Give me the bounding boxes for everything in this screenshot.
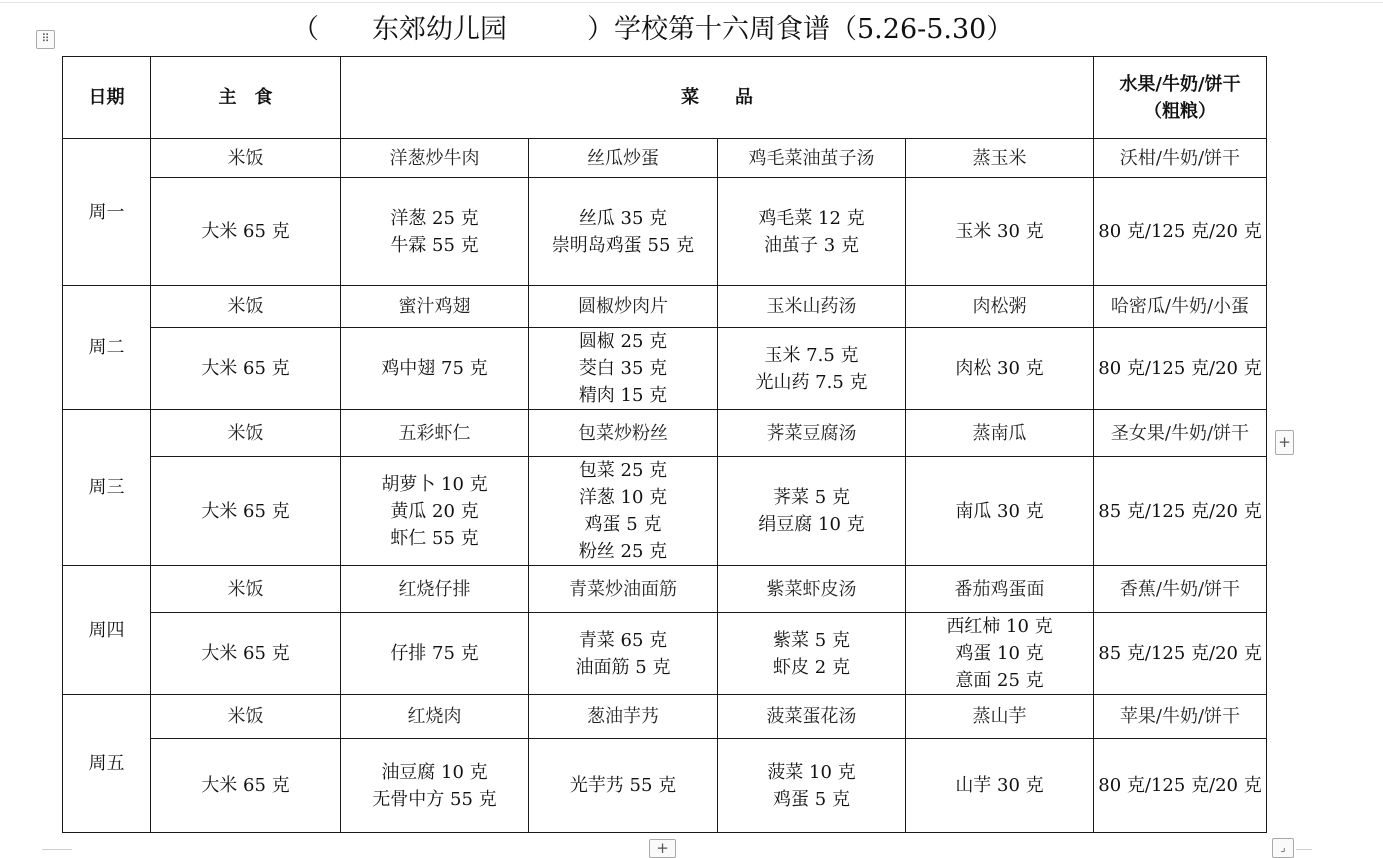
fruit-amounts bbox=[1094, 457, 1267, 566]
ingredient-line: 鸡中翅 75 克 bbox=[381, 358, 488, 379]
dish-name: 玉米山药汤 bbox=[718, 286, 906, 328]
staple-name: 米饭 bbox=[151, 410, 341, 457]
ingredient-line: 肉松 30 克 bbox=[955, 358, 1044, 379]
dish-name: 红烧仔排 bbox=[341, 566, 529, 613]
dish-ingredients bbox=[529, 739, 718, 833]
ingredient-line: 光芋艿 55 克 bbox=[569, 775, 677, 796]
ingredient-line: 鸡蛋 5 克 bbox=[584, 514, 662, 535]
day-detail-row bbox=[63, 178, 1267, 286]
day-label: 周三 bbox=[63, 410, 151, 566]
dish-ingredients bbox=[341, 328, 529, 410]
ingredient-line: 荠菜 5 克 bbox=[773, 487, 850, 508]
staple-name: 米饭 bbox=[151, 695, 341, 739]
day-label: 周二 bbox=[63, 286, 151, 410]
dish-ingredients bbox=[341, 613, 529, 695]
staple-name: 米饭 bbox=[151, 566, 341, 613]
dish-ingredients bbox=[529, 178, 718, 286]
fruit-amounts bbox=[1094, 328, 1267, 410]
fruit-milk-snack: 沃柑/牛奶/饼干 bbox=[1094, 139, 1267, 178]
ingredient-line: 绢豆腐 10 克 bbox=[758, 514, 865, 535]
weekly-menu-table bbox=[62, 56, 1267, 833]
dish-ingredients bbox=[906, 178, 1094, 286]
fruit-milk-snack: 哈密瓜/牛奶/小蛋 bbox=[1094, 286, 1267, 328]
dish-ingredients bbox=[906, 457, 1094, 566]
ingredient-line: 西红柿 10 克 bbox=[946, 616, 1053, 637]
header-staple: 主 食 bbox=[151, 57, 341, 139]
dish-name: 番茄鸡蛋面 bbox=[906, 566, 1094, 613]
fruit-amount-text: 85 克/125 克/20 克 bbox=[1098, 643, 1262, 664]
add-column-plus-icon[interactable]: + bbox=[1275, 430, 1294, 455]
title-school-name: 东郊幼儿园 bbox=[372, 14, 507, 45]
ingredient-line: 菠菜 10 克 bbox=[767, 761, 856, 783]
ingredient-line: 洋葱 25 克 bbox=[390, 207, 479, 229]
dish-name: 圆椒炒肉片 bbox=[529, 286, 718, 328]
ingredient-line: 牛霖 55 克 bbox=[390, 234, 479, 256]
ingredient-line: 茭白 35 克 bbox=[578, 358, 668, 379]
dish-ingredients bbox=[529, 328, 718, 410]
dish-ingredients bbox=[529, 613, 718, 695]
dish-name: 蒸山芋 bbox=[906, 695, 1094, 739]
header-fruit-line2: （粗粮） bbox=[1144, 100, 1216, 122]
fruit-amount-text: 85 克/125 克/20 克 bbox=[1098, 500, 1262, 522]
dish-name: 包菜炒粉丝 bbox=[529, 410, 718, 457]
margin-mark-right bbox=[1296, 849, 1312, 850]
dish-name: 肉松粥 bbox=[906, 286, 1094, 328]
staple-name: 米饭 bbox=[151, 286, 341, 328]
ingredient-line: 紫菜 5 克 bbox=[773, 629, 850, 651]
ingredient-line: 玉米 7.5 克 bbox=[764, 344, 859, 366]
ingredient-line: 黄瓜 20 克 bbox=[390, 500, 479, 522]
ingredient-line: 鸡毛菜 12 克 bbox=[758, 207, 865, 229]
add-row-plus-icon[interactable]: + bbox=[649, 839, 676, 858]
dish-ingredients bbox=[906, 613, 1094, 695]
header-fruit bbox=[1094, 57, 1267, 139]
dish-ingredients bbox=[718, 457, 906, 566]
ingredient-line: 丝瓜 35 克 bbox=[578, 207, 668, 229]
ingredient-line: 油面筋 5 克 bbox=[575, 656, 671, 678]
day-name-row bbox=[63, 286, 1267, 328]
dish-ingredients bbox=[718, 739, 906, 833]
table-resize-handle-icon[interactable]: ⌟ bbox=[1272, 838, 1294, 858]
ingredient-line: 仔排 75 克 bbox=[390, 643, 479, 664]
title-open-paren: （ bbox=[292, 14, 319, 45]
ingredient-line: 胡萝卜 10 克 bbox=[381, 473, 488, 495]
ingredient-line: 油茧子 3 克 bbox=[764, 234, 859, 256]
dish-name: 洋葱炒牛肉 bbox=[341, 139, 529, 178]
staple-amount: 大米 65 克 bbox=[151, 457, 341, 566]
header-date: 日期 bbox=[63, 57, 151, 139]
ingredient-line: 意面 25 克 bbox=[955, 670, 1044, 691]
title-week-text: ）学校第十六周食谱（5.26-5.30） bbox=[587, 14, 1014, 45]
fruit-amounts bbox=[1094, 613, 1267, 695]
day-label: 周四 bbox=[63, 566, 151, 695]
ingredient-line: 鸡蛋 10 克 bbox=[955, 643, 1044, 664]
ingredient-line: 玉米 30 克 bbox=[955, 221, 1044, 242]
fruit-amount-text: 80 克/125 克/20 克 bbox=[1098, 358, 1262, 379]
dish-name: 葱油芋艿 bbox=[529, 695, 718, 739]
ingredient-line: 鸡蛋 5 克 bbox=[773, 788, 850, 810]
header-dishes: 菜 品 bbox=[341, 57, 1094, 139]
fruit-amount-text: 80 克/125 克/20 克 bbox=[1098, 221, 1262, 242]
staple-amount: 大米 65 克 bbox=[151, 178, 341, 286]
page-title bbox=[0, 8, 1383, 52]
fruit-milk-snack: 圣女果/牛奶/饼干 bbox=[1094, 410, 1267, 457]
ingredient-line: 油豆腐 10 克 bbox=[381, 761, 488, 783]
day-name-row bbox=[63, 139, 1267, 178]
dish-name: 青菜炒油面筋 bbox=[529, 566, 718, 613]
dish-name: 荠菜豆腐汤 bbox=[718, 410, 906, 457]
fruit-milk-snack: 香蕉/牛奶/饼干 bbox=[1094, 566, 1267, 613]
table-move-handle-icon[interactable]: ⠿ bbox=[36, 30, 55, 49]
margin-mark-left bbox=[42, 849, 72, 850]
page-top-rule bbox=[0, 2, 1383, 3]
dish-name: 蒸玉米 bbox=[906, 139, 1094, 178]
dish-name: 蜜汁鸡翅 bbox=[341, 286, 529, 328]
day-label: 周一 bbox=[63, 139, 151, 286]
day-name-row bbox=[63, 695, 1267, 739]
fruit-amounts bbox=[1094, 739, 1267, 833]
day-detail-row bbox=[63, 457, 1267, 566]
staple-amount: 大米 65 克 bbox=[151, 328, 341, 410]
header-row bbox=[63, 57, 1267, 139]
ingredient-line: 虾仁 55 克 bbox=[390, 527, 479, 549]
dish-ingredients bbox=[906, 739, 1094, 833]
ingredient-line: 粉丝 25 克 bbox=[578, 541, 668, 562]
ingredient-line: 虾皮 2 克 bbox=[773, 656, 850, 678]
dish-ingredients bbox=[341, 178, 529, 286]
ingredient-line: 光山药 7.5 克 bbox=[755, 371, 868, 393]
fruit-milk-snack: 苹果/牛奶/饼干 bbox=[1094, 695, 1267, 739]
dish-name: 菠菜蛋花汤 bbox=[718, 695, 906, 739]
dish-name: 五彩虾仁 bbox=[341, 410, 529, 457]
dish-ingredients bbox=[718, 613, 906, 695]
header-fruit-line1: 水果/牛奶/饼干 bbox=[1119, 73, 1241, 95]
staple-amount: 大米 65 克 bbox=[151, 739, 341, 833]
day-label: 周五 bbox=[63, 695, 151, 833]
ingredient-line: 精肉 15 克 bbox=[578, 385, 668, 406]
day-name-row bbox=[63, 410, 1267, 457]
dish-ingredients bbox=[906, 328, 1094, 410]
ingredient-line: 洋葱 10 克 bbox=[578, 487, 668, 508]
day-name-row bbox=[63, 566, 1267, 613]
ingredient-line: 山芋 30 克 bbox=[955, 775, 1044, 796]
dish-name: 丝瓜炒蛋 bbox=[529, 139, 718, 178]
ingredient-line: 无骨中方 55 克 bbox=[372, 788, 497, 810]
dish-name: 红烧肉 bbox=[341, 695, 529, 739]
dish-name: 紫菜虾皮汤 bbox=[718, 566, 906, 613]
dish-ingredients bbox=[529, 457, 718, 566]
staple-name: 米饭 bbox=[151, 139, 341, 178]
fruit-amounts bbox=[1094, 178, 1267, 286]
dish-ingredients bbox=[341, 739, 529, 833]
ingredient-line: 包菜 25 克 bbox=[578, 460, 668, 481]
ingredient-line: 青菜 65 克 bbox=[578, 629, 668, 651]
day-detail-row bbox=[63, 613, 1267, 695]
staple-amount: 大米 65 克 bbox=[151, 613, 341, 695]
dish-ingredients bbox=[341, 457, 529, 566]
dish-ingredients bbox=[718, 178, 906, 286]
day-detail-row bbox=[63, 739, 1267, 833]
fruit-amount-text: 80 克/125 克/20 克 bbox=[1098, 775, 1262, 796]
dish-name: 鸡毛菜油茧子汤 bbox=[718, 139, 906, 178]
ingredient-line: 崇明岛鸡蛋 55 克 bbox=[551, 234, 695, 256]
ingredient-line: 圆椒 25 克 bbox=[578, 331, 668, 352]
dish-name: 蒸南瓜 bbox=[906, 410, 1094, 457]
day-detail-row bbox=[63, 328, 1267, 410]
dish-ingredients bbox=[718, 328, 906, 410]
ingredient-line: 南瓜 30 克 bbox=[955, 500, 1044, 522]
